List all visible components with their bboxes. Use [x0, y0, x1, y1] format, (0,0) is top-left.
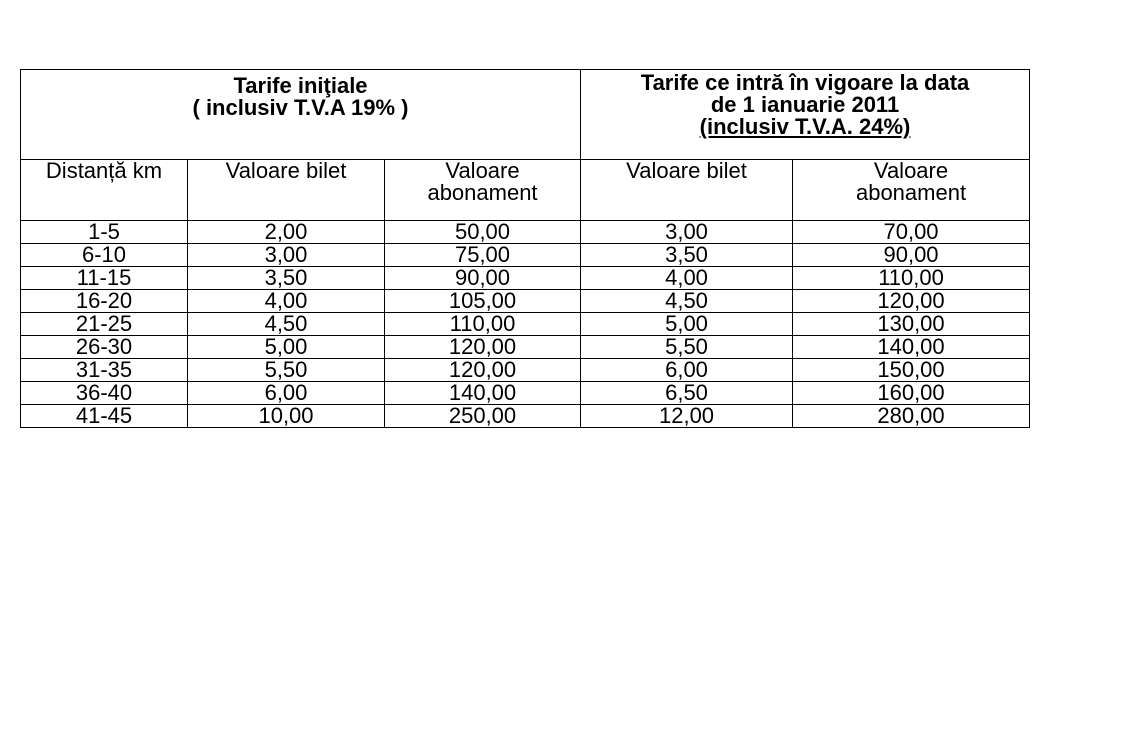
col-header-subscription-initial — [385, 160, 581, 221]
cell-subscription-new: 280,00 — [793, 405, 1030, 428]
cell-subscription-initial: 75,00 — [385, 244, 581, 267]
cell-subscription-new: 140,00 — [793, 336, 1030, 359]
tariff-table — [20, 69, 1030, 428]
cell-subscription-new: 120,00 — [793, 290, 1030, 313]
cell-ticket-new: 5,00 — [581, 313, 793, 336]
cell-ticket-new: 4,00 — [581, 267, 793, 290]
cell-ticket-initial: 3,50 — [188, 267, 385, 290]
group-header-row — [21, 70, 1030, 160]
col-header-ticket-new-label: Valoare bilet — [626, 159, 747, 183]
col-header-subscription-new-label-2: abonament — [855, 180, 967, 205]
table-row — [21, 313, 1030, 336]
cell-subscription-initial: 50,00 — [385, 221, 581, 244]
col-header-distance-label: Distanță km — [45, 159, 163, 183]
table-row — [21, 382, 1030, 405]
cell-subscription-initial: 120,00 — [385, 336, 581, 359]
cell-subscription-new: 160,00 — [793, 382, 1030, 405]
col-header-ticket-initial — [188, 160, 385, 221]
cell-subscription-initial: 105,00 — [385, 290, 581, 313]
cell-ticket-new: 3,00 — [581, 221, 793, 244]
cell-subscription-new: 70,00 — [793, 221, 1030, 244]
cell-km: 31-35 — [21, 359, 188, 382]
cell-ticket-new: 12,00 — [581, 405, 793, 428]
group-new-date: de 1 ianuarie 2011 — [710, 92, 900, 117]
cell-subscription-new: 110,00 — [793, 267, 1030, 290]
table-row — [21, 244, 1030, 267]
table-row — [21, 267, 1030, 290]
table-row — [21, 336, 1030, 359]
cell-ticket-initial: 4,00 — [188, 290, 385, 313]
col-header-distance — [21, 160, 188, 221]
col-header-subscription-new — [793, 160, 1030, 221]
cell-subscription-initial: 110,00 — [385, 313, 581, 336]
cell-km: 21-25 — [21, 313, 188, 336]
cell-subscription-new: 150,00 — [793, 359, 1030, 382]
table-row — [21, 359, 1030, 382]
cell-ticket-initial: 5,50 — [188, 359, 385, 382]
cell-subscription-initial: 120,00 — [385, 359, 581, 382]
cell-ticket-new: 4,50 — [581, 290, 793, 313]
col-header-subscription-initial-label-2: abonament — [427, 180, 538, 205]
cell-km: 36-40 — [21, 382, 188, 405]
cell-ticket-new: 5,50 — [581, 336, 793, 359]
cell-ticket-initial: 3,00 — [188, 244, 385, 267]
cell-ticket-new: 6,50 — [581, 382, 793, 405]
group-initial-title: Tarife iniţiale — [233, 73, 368, 98]
col-header-subscription-new-label-1: Valoare — [873, 159, 949, 183]
cell-subscription-new: 90,00 — [793, 244, 1030, 267]
cell-km: 1-5 — [21, 221, 188, 244]
col-header-ticket-initial-label: Valoare bilet — [225, 159, 347, 183]
group-header-initial — [21, 70, 581, 160]
group-header-new — [581, 70, 1030, 160]
cell-km: 41-45 — [21, 405, 188, 428]
cell-subscription-new: 130,00 — [793, 313, 1030, 336]
cell-ticket-new: 6,00 — [581, 359, 793, 382]
cell-km: 6-10 — [21, 244, 188, 267]
cell-km: 11-15 — [21, 267, 188, 290]
group-new-title: Tarife ce intră în vigoare la data — [640, 70, 970, 95]
cell-ticket-initial: 10,00 — [188, 405, 385, 428]
col-header-ticket-new — [581, 160, 793, 221]
cell-ticket-initial: 4,50 — [188, 313, 385, 336]
cell-subscription-initial: 250,00 — [385, 405, 581, 428]
cell-subscription-initial: 90,00 — [385, 267, 581, 290]
cell-ticket-initial: 2,00 — [188, 221, 385, 244]
group-new-vat: (inclusiv T.V.A. 24%) — [699, 114, 911, 139]
table-row — [21, 221, 1030, 244]
cell-ticket-initial: 5,00 — [188, 336, 385, 359]
cell-ticket-initial: 6,00 — [188, 382, 385, 405]
cell-km: 26-30 — [21, 336, 188, 359]
cell-ticket-new: 3,50 — [581, 244, 793, 267]
table-row — [21, 290, 1030, 313]
group-initial-vat: ( inclusiv T.V.A 19% ) — [192, 95, 409, 120]
table-row — [21, 405, 1030, 428]
cell-km: 16-20 — [21, 290, 188, 313]
column-header-row — [21, 160, 1030, 221]
cell-subscription-initial: 140,00 — [385, 382, 581, 405]
col-header-subscription-initial-label-1: Valoare — [445, 159, 520, 183]
